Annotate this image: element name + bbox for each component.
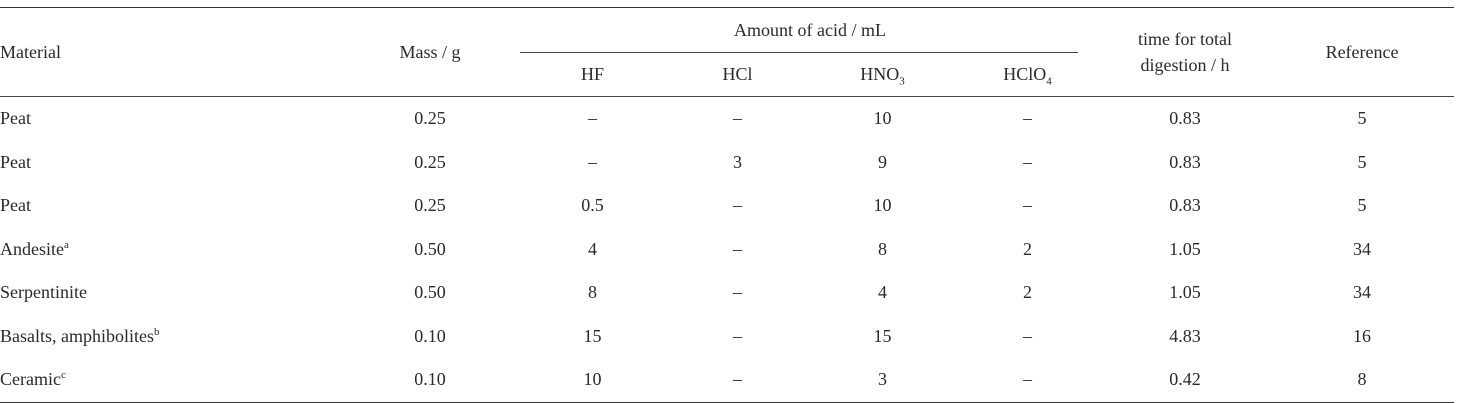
reference-cell: 34 (1353, 282, 1372, 303)
hcl-cell: 3 (733, 151, 742, 172)
time-cell: 0.83 (1169, 108, 1201, 129)
footnote-marker: a (63, 238, 69, 251)
material-label: Ceramic (0, 369, 61, 390)
hclo4-cell: – (1023, 108, 1033, 129)
reference-cell: 8 (1357, 369, 1367, 390)
table-row (0, 141, 1454, 185)
material-cell (0, 184, 340, 228)
material-label: Serpentinite (0, 282, 87, 303)
hf-cell: 10 (583, 369, 602, 390)
group-underline (520, 52, 1078, 53)
reference-cell: 5 (1357, 151, 1367, 172)
hcl-cell: – (733, 325, 742, 346)
time-cell: 1.05 (1169, 238, 1201, 259)
hno3-cell: 10 (873, 195, 892, 216)
table-row (0, 315, 1454, 359)
material-label: Andesite (0, 238, 64, 259)
material-cell (0, 141, 340, 185)
mass-cell: 0.10 (414, 369, 446, 390)
mass-cell: 0.25 (414, 108, 446, 129)
hclo4-cell: – (1023, 151, 1033, 172)
header-hclo4-sub: 4 (1046, 75, 1052, 88)
material-label: Basalts, amphibolites (0, 325, 154, 346)
hcl-cell: – (733, 238, 742, 259)
header-hcl: HCl (665, 52, 810, 97)
footnote-marker: b (153, 325, 160, 338)
material-label: Peat (0, 108, 31, 129)
material-cell (0, 228, 340, 272)
reference-cell: 5 (1357, 195, 1367, 216)
header-amount-group (520, 8, 1100, 53)
hclo4-cell: – (1023, 195, 1033, 216)
material-label: Peat (0, 195, 31, 216)
material-cell (0, 97, 340, 141)
time-cell: 1.05 (1169, 282, 1201, 303)
header-mass: Mass / g (340, 8, 520, 97)
hf-cell: 4 (588, 238, 597, 259)
material-cell (0, 315, 340, 359)
time-cell: 0.83 (1169, 151, 1201, 172)
hclo4-cell: 2 (1023, 238, 1033, 259)
table-body (0, 97, 1454, 403)
hcl-cell: – (733, 195, 742, 216)
hclo4-cell: 2 (1023, 282, 1033, 303)
table-row (0, 97, 1454, 141)
table-row (0, 271, 1454, 315)
header-hno3-base: HNO (860, 63, 900, 84)
hcl-cell: – (733, 369, 742, 390)
hno3-cell: 9 (878, 151, 887, 172)
header-reference: Reference (1270, 8, 1454, 97)
hcl-cell: – (733, 108, 742, 129)
header-hno3-sub: 3 (899, 75, 905, 88)
hno3-cell: 15 (873, 325, 892, 346)
header-amount-label: Amount of acid / mL (734, 19, 887, 40)
material-cell (0, 271, 340, 315)
hclo4-cell: – (1023, 325, 1033, 346)
reference-cell: 5 (1357, 108, 1367, 129)
mass-cell: 0.50 (414, 282, 446, 303)
table-row (0, 228, 1454, 272)
header-hclo4 (955, 52, 1100, 97)
time-cell: 4.83 (1169, 325, 1201, 346)
header-hclo4-base: HClO (1003, 63, 1047, 84)
header-hf: HF (520, 52, 665, 97)
hf-cell: 15 (583, 325, 602, 346)
hno3-cell: 4 (878, 282, 887, 303)
time-cell: 0.42 (1169, 369, 1201, 390)
table-row (0, 184, 1454, 228)
hno3-cell: 3 (878, 369, 887, 390)
table-row (0, 358, 1454, 402)
header-row-1 (0, 8, 1454, 53)
hf-cell: – (588, 108, 597, 129)
digestion-table (0, 7, 1454, 403)
hf-cell: 0.5 (581, 195, 604, 216)
hf-cell: 8 (588, 282, 597, 303)
header-time (1100, 8, 1270, 97)
mass-cell: 0.50 (414, 238, 446, 259)
header-material: Material (0, 8, 340, 97)
material-cell (0, 358, 340, 402)
header-time-line1: time for total (1138, 29, 1233, 49)
header-time-line2: digestion / h (1140, 55, 1230, 75)
hno3-cell: 8 (878, 238, 887, 259)
mass-cell: 0.10 (414, 325, 446, 346)
hcl-cell: – (733, 282, 742, 303)
header-hno3 (810, 52, 955, 97)
footnote-marker: c (60, 369, 66, 382)
hclo4-cell: – (1023, 369, 1033, 390)
reference-cell: 34 (1353, 238, 1372, 259)
mass-cell: 0.25 (414, 195, 446, 216)
hf-cell: – (588, 151, 597, 172)
hno3-cell: 10 (873, 108, 892, 129)
time-cell: 0.83 (1169, 195, 1201, 216)
material-label: Peat (0, 151, 31, 172)
mass-cell: 0.25 (414, 151, 446, 172)
reference-cell: 16 (1353, 325, 1372, 346)
